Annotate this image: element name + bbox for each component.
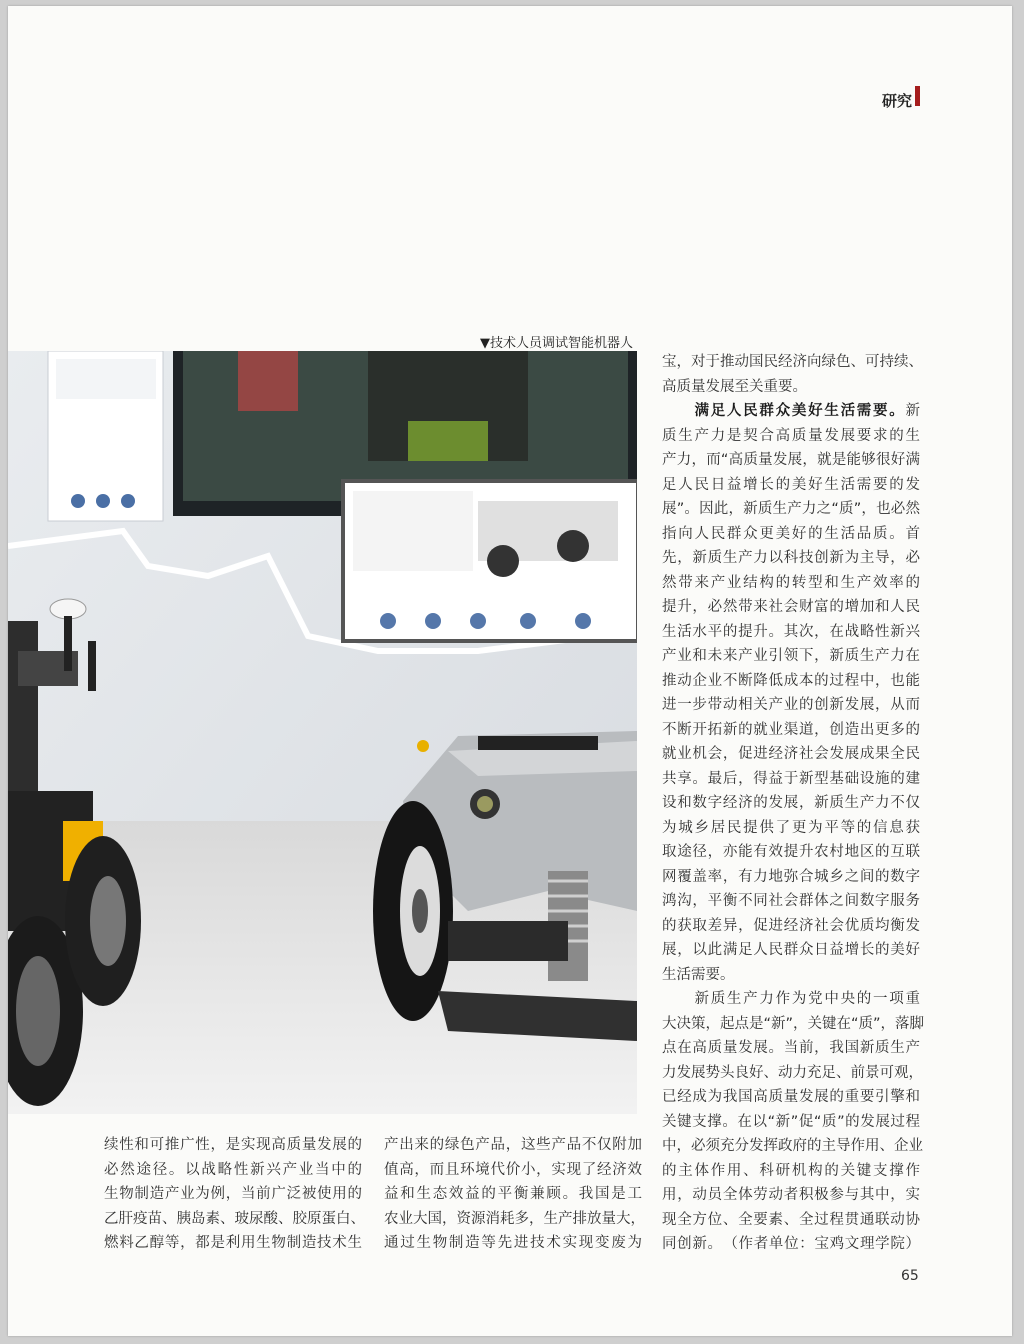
text-line: 推动企业不断降低成本的过程中，也能 bbox=[662, 672, 920, 689]
section-label: 研究 bbox=[881, 92, 912, 110]
text-line: 足人民日益增长的美好生活需要的发 bbox=[662, 476, 920, 493]
text-line: 就业机会，促进经济社会发展成果全民 bbox=[662, 746, 920, 762]
text-line: 已经成为我国高质量发展的重要引擎和 bbox=[662, 1089, 920, 1105]
text-line: 力发展势头良好、动力充足、前景可观， bbox=[662, 1064, 923, 1081]
text-line: 新质生产力作为党中央的一项重 bbox=[662, 991, 920, 1007]
text-line: 农业大国，资源消耗多，生产排放量大， bbox=[384, 1210, 645, 1227]
text-line: 宝，对于推动国民经济向绿色、可持续、 bbox=[662, 354, 923, 370]
text-line: 的主体作用、科研机构的关键支撑作 bbox=[662, 1162, 920, 1179]
text-line: 燃料乙醇等，都是利用生物制造技术生 bbox=[104, 1235, 362, 1251]
text-line: 共享。最后，得益于新型基础设施的建 bbox=[662, 770, 920, 787]
text-line: 产业和未来产业引领下，新质生产力在 bbox=[662, 648, 920, 664]
text-line: 提升，必然带来社会财富的增加和人民 bbox=[662, 599, 920, 615]
magazine-page bbox=[8, 6, 1012, 1336]
text-line: 值高，而且环境代价小，实现了经济效 bbox=[384, 1161, 642, 1178]
text-line: 通过生物制造等先进技术实现变废为 bbox=[384, 1235, 642, 1251]
text-line: 关键支撑。在以“新”促“质”的发展过程 bbox=[662, 1113, 920, 1130]
right-column-text bbox=[662, 350, 925, 1257]
text-line: 生物制造产业为例，当前广泛被使用的 bbox=[104, 1186, 362, 1202]
text-line: 然带来产业结构的转型和生产效率的 bbox=[662, 574, 920, 591]
page-number: 65 bbox=[901, 1268, 919, 1284]
text-fragment: 新 bbox=[905, 403, 921, 419]
photo-caption: ▼技术人员调试智能机器人 bbox=[480, 336, 633, 351]
section-heading: 满足人民群众美好生活需要。 bbox=[694, 403, 906, 419]
text-line: 产力，而“高质量发展，就是能够很好满 bbox=[662, 452, 920, 468]
text-line: 为城乡居民提供了更为平等的信息获 bbox=[662, 819, 920, 836]
bottom-column-2 bbox=[384, 1133, 645, 1256]
text-line: 大决策，起点是“新”，关键在“质”，落脚 bbox=[662, 1015, 925, 1032]
bottom-column-1 bbox=[104, 1133, 365, 1256]
section-marker-bar bbox=[915, 86, 920, 106]
text-line: 现全方位、全要素、全过程贯通联动协 bbox=[662, 1211, 920, 1228]
text-line: 必然途径。以战略性新兴产业当中的 bbox=[104, 1161, 362, 1178]
text-line: 鸿沟，平衡不同社会群体之间数字服务 bbox=[662, 893, 920, 909]
text-line bbox=[662, 399, 920, 424]
text-line: 网覆盖率，有力地弥合城乡之间的数字 bbox=[662, 868, 920, 885]
text-line: 质生产力是契合高质量发展要求的生 bbox=[662, 427, 920, 444]
text-line: 高质量发展至关重要。 bbox=[662, 378, 807, 395]
text-line: 同创新。 （作者单位：宝鸡文理学院） bbox=[662, 1236, 920, 1252]
text-line: 生活水平的提升。其次，在战略性新兴 bbox=[662, 623, 920, 640]
text-line: 中，必须充分发挥政府的主导作用、企业 bbox=[662, 1138, 923, 1154]
text-line: 益和生态效益的平衡兼顾。我国是工 bbox=[384, 1186, 642, 1202]
text-line: 的获取差异，促进经济社会优质均衡发 bbox=[662, 917, 920, 934]
text-line: 设和数字经济的发展，新质生产力不仅 bbox=[662, 795, 920, 811]
text-line: 展”。因此，新质生产力之“质”，也必然 bbox=[662, 501, 920, 517]
text-line: 指向人民群众更美好的生活品质。首 bbox=[662, 525, 920, 542]
text-line: 产出来的绿色产品，这些产品不仅附加 bbox=[384, 1137, 642, 1153]
text-line: 不断开拓新的就业渠道，创造出更多的 bbox=[662, 721, 920, 738]
text-line: 乙肝疫苗、胰岛素、玻尿酸、胶原蛋白、 bbox=[104, 1210, 365, 1227]
text-line: 进一步带动相关产业的创新发展，从而 bbox=[662, 697, 920, 713]
text-line: 点在高质量发展。当前，我国新质生产 bbox=[662, 1040, 920, 1056]
text-line: 取途径，亦能有效提升农村地区的互联 bbox=[662, 844, 920, 860]
text-line: 生活需要。 bbox=[662, 966, 735, 983]
text-line: 续性和可推广性，是实现高质量发展的 bbox=[104, 1137, 362, 1153]
robot-photo bbox=[8, 351, 637, 1114]
text-line: 展，以此满足人民群众日益增长的美好 bbox=[662, 942, 920, 958]
text-line: 先，新质生产力以科技创新为主导，必 bbox=[662, 550, 920, 566]
text-line: 用，动员全体劳动者积极参与其中，实 bbox=[662, 1187, 920, 1203]
